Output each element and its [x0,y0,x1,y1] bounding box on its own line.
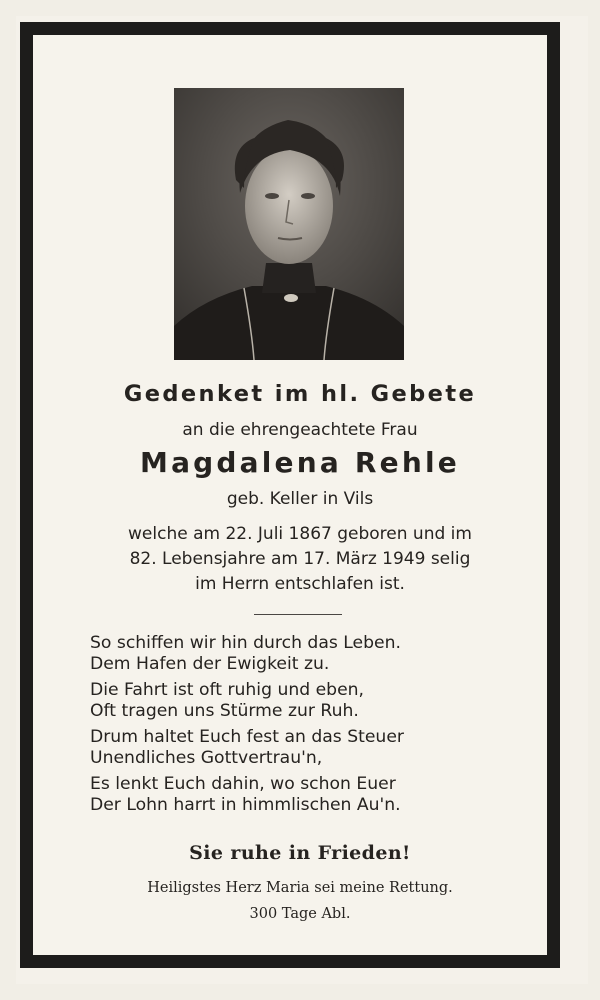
indulgence-line: 300 Tage Abl. [249,906,351,922]
poem-line: Dem Hafen der Ewigkeit zu. [90,654,330,674]
deceased-name: Magdalena Rehle [140,446,460,479]
separator-line [254,614,342,615]
life-dates [40,522,560,597]
poem-line: Es lenkt Euch dahin, wo schon Euer [90,774,396,794]
poem-stanza [90,680,530,722]
dates-line: im Herrn entschlafen ist. [195,574,405,594]
memorial-heading: Gedenket im hl. Gebete [123,381,477,407]
intro-line: an die ehrengeachtete Frau [182,420,418,440]
poem-line: Unendliches Gottvertrau'n, [90,748,323,768]
dates-line: 82. Lebensjahre am 17. März 1949 selig [129,549,471,569]
rest-in-peace: Sie ruhe in Frieden! [189,842,411,864]
poem-stanza [90,727,530,769]
prayer-line: Heiligstes Herz Maria sei meine Rettung. [147,880,453,896]
poem-line: Drum haltet Euch fest an das Steuer [90,727,404,747]
dates-line: welche am 22. Juli 1867 geboren und im [128,524,472,544]
birth-name: geb. Keller in Vils [226,489,374,509]
poem-line: Die Fahrt ist oft ruhig und eben, [90,680,365,700]
poem-stanza [90,774,530,816]
poem-line: Der Lohn harrt in himmlischen Au'n. [90,795,401,815]
poem [90,633,530,821]
poem-line: So schiffen wir hin durch das Leben. [90,633,401,653]
portrait-photo [174,88,404,360]
poem-line: Oft tragen uns Stürme zur Ruh. [90,701,359,721]
poem-stanza [90,633,530,675]
